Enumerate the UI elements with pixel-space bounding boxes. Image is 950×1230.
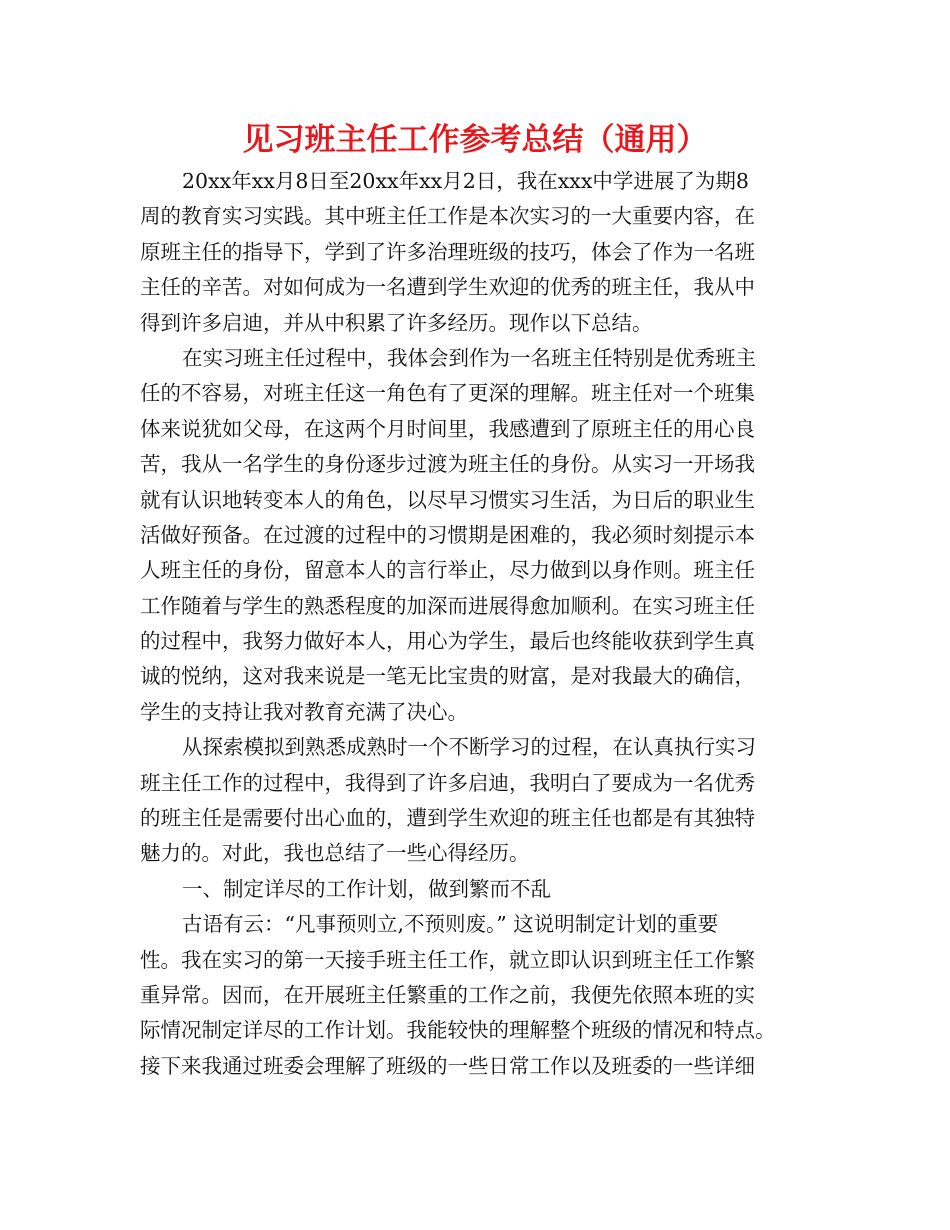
document-title: 见习班主任工作参考总结（通用） — [242, 122, 708, 158]
text-line: 的班主任是需要付出心血的，遭到学生欢迎的班主任也都是有其独特 — [140, 806, 755, 831]
text-line: 重异常。因而，在开展班主任繁重的工作之前，我便先依照本班的实 — [140, 982, 755, 1007]
text-line: 任的不容易，对班主任这一角色有了更深的理解。班主任对一个班集 — [140, 381, 755, 406]
text-line: 原班主任的指导下，学到了许多治理班级的技巧，体会了作为一名班 — [140, 239, 755, 264]
text-line: 一、制定详尽的工作计划，做到繁而不乱 — [182, 876, 551, 901]
paragraph — [140, 341, 820, 730]
text-line: 魅力的。对此，我也总结了一些心得经历。 — [140, 841, 530, 866]
text-line: 的过程中，我努力做好本人，用心为学生，最后也终能收获到学生真 — [140, 629, 755, 654]
document-body — [140, 164, 820, 1084]
text-line: 20xx年xx月8日至20xx年xx月2日，我在xxx中学进展了为期8 — [182, 169, 749, 193]
text-line: 人班主任的身份，留意本人的言行举止，尽力做到以身作则。班主任 — [140, 558, 755, 583]
text-line: 接下来我通过班委会理解了班级的一些日常工作以及班委的一些详细 — [140, 1053, 755, 1078]
text-line: 际情况制定详尽的工作计划。我能较快的理解整个班级的情况和特点。 — [140, 1018, 776, 1043]
text-line: 工作随着与学生的熟悉程度的加深而进展得愈加顺利。在实习班主任 — [140, 593, 755, 618]
text-line: 就有认识地转变本人的角色，以尽早习惯实习生活，为日后的职业生 — [140, 487, 755, 512]
text-line: 苦，我从一名学生的身份逐步过渡为班主任的身份。从实习一开场我 — [140, 452, 755, 477]
text-line: 诚的悦纳，这对我来说是一笔无比宝贵的财富，是对我最大的确信， — [140, 664, 755, 689]
text-line: 得到许多启迪，并从中积累了许多经历。现作以下总结。 — [140, 310, 653, 335]
paragraph — [140, 907, 820, 1084]
text-line: 班主任工作的过程中，我得到了许多启迪，我明白了要成为一名优秀 — [140, 770, 755, 795]
text-line: 主任的辛苦。对如何成为一名遭到学生欢迎的优秀的班主任，我从中 — [140, 275, 755, 300]
paragraph — [140, 872, 820, 907]
text-line: 学生的支持让我对教育充满了决心。 — [140, 699, 468, 724]
text-line: 性。我在实习的第一天接手班主任工作，就立即认识到班主任工作繁 — [140, 947, 755, 972]
text-line: 活做好预备。在过渡的过程中的习惯期是困难的，我必须时刻提示本 — [140, 522, 755, 547]
paragraph — [140, 730, 820, 872]
text-line: 古语有云：“凡事预则立,不预则废。” 这说明制定计划的重要 — [182, 912, 719, 937]
text-line: 周的教育实习实践。其中班主任工作是本次实习的一大重要内容，在 — [140, 204, 755, 229]
text-line: 在实习班主任过程中，我体会到作为一名班主任特别是优秀班主 — [182, 345, 756, 370]
text-line: 体来说犹如父母，在这两个月时间里，我感遭到了原班主任的用心良 — [140, 416, 755, 441]
paragraph — [140, 164, 820, 341]
text-line: 从探索模拟到熟悉成熟时一个不断学习的过程，在认真执行实习 — [182, 735, 756, 760]
